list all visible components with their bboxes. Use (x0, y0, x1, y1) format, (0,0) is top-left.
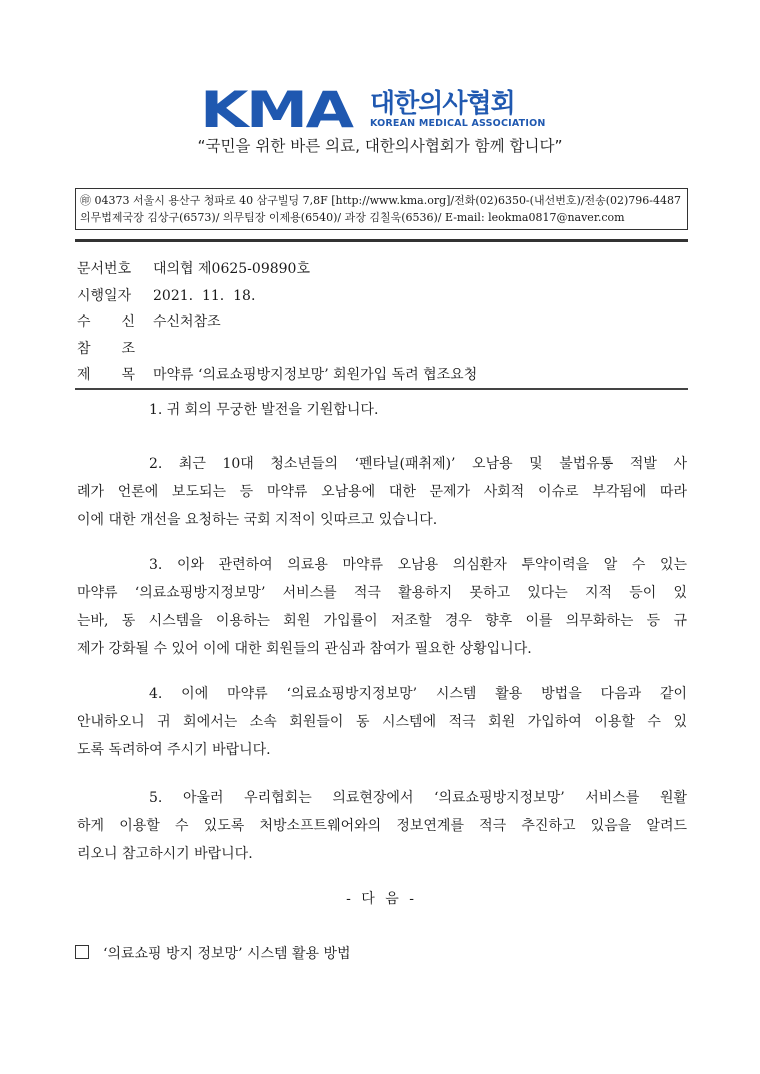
reference-label-char-1: 참 (77, 340, 91, 357)
paragraph-3-line-2: 마약류 ‘의료쇼핑방지정보망’ 서비스를 적극 활용하지 못하고 있다는 지적 등이 있 (77, 585, 687, 601)
header-divider (75, 239, 688, 242)
paragraph-3-line-4: 제가 강화될 수 있어 이에 대한 회원들의 관심과 참여가 필요한 상황입니다. (77, 641, 532, 657)
paragraph-1 (77, 396, 687, 424)
kma-logo-mark: KMA (200, 81, 352, 139)
list-item-text: ‘의료쇼핑 방지 정보망’ 시스템 활용 방법 (103, 946, 351, 962)
paragraph-5-line-2: 하게 이용할 수 있도록 처방소프트웨어와의 정보연계를 적극 추진하고 있음을 알려드 (77, 818, 687, 834)
subject-label-char-1: 제 (77, 367, 91, 383)
subject-value: 마약류 ‘의료쇼핑방지정보망’ 회원가입 독려 협조요청 (153, 367, 478, 383)
paragraph-5 (77, 784, 687, 868)
following-heading: - 다 음 - (346, 891, 414, 907)
doc-number-label: 문서번호 (77, 261, 132, 277)
paragraph-3 (77, 551, 687, 663)
paragraph-2 (77, 450, 687, 534)
checkbox-square-icon (75, 945, 89, 959)
date-value: 2021. 11. 18. (153, 287, 256, 304)
meta-row-date (77, 283, 687, 310)
contact-line-address: ㊞ 04373 서울시 용산구 청파로 40 삼구빌딩 7,8F [http://www.kma.org]/전화(02)6350-(내선번호)/전송(02)796-4487 (80, 194, 681, 207)
doc-number-value: 대의협 제0625-09890호 (153, 261, 310, 277)
kma-logo (200, 81, 546, 139)
paragraph-4-line-1: 4. 이에 마약류 ‘의료쇼핑방지정보망’ 시스템 활용 방법을 다음과 같이 (149, 686, 687, 702)
meta-row-reference (77, 336, 687, 363)
meta-row-doc-number (77, 256, 687, 283)
subject-label-char-2: 목 (121, 367, 135, 383)
list-item (75, 943, 351, 963)
subject-label (77, 362, 135, 389)
paragraph-4-line-3: 도록 독려하여 주시기 바랍니다. (77, 742, 271, 758)
date-label: 시행일자 (77, 287, 132, 304)
paragraph-4-line-2: 안내하오니 귀 회에서는 소속 회원들이 동 시스템에 적극 회원 가입하여 이용할 수 있 (77, 714, 687, 730)
paragraph-3-line-1: 3. 이와 관련하여 의료용 마약류 오남용 의심환자 투약이력을 알 수 있는 (149, 557, 687, 573)
paragraph-5-line-3: 리오니 참고하시기 바랍니다. (77, 846, 253, 862)
meta-divider (75, 388, 688, 390)
paragraph-5-line-1: 5. 아울러 우리협회는 의료현장에서 ‘의료쇼핑방지정보망’ 서비스를 원활 (149, 790, 687, 806)
paragraph-1-line-1: 1. 귀 회의 무궁한 발전을 기원합니다. (149, 402, 379, 418)
paragraph-2-line-2: 례가 언론에 보도되는 등 마약류 오남용에 대한 문제가 사회적 이슈로 부각됨에 따라 (77, 484, 687, 500)
slogan: “국민을 위한 바른 의료, 대한의사협회가 함께 합니다” (197, 137, 563, 155)
recipient-value: 수신처참조 (153, 314, 221, 330)
reference-label (77, 336, 135, 363)
paragraph-2-line-3: 이에 대한 개선을 요청하는 국회 지적이 잇따르고 있습니다. (77, 512, 438, 528)
recipient-label-char-1: 수 (77, 314, 91, 330)
paragraph-2-line-1: 2. 최근 10대 청소년들의 ‘펜타닐(패취제)’ 오남용 및 불법유통 적발 사 (149, 456, 687, 472)
contact-line-staff: 의무법제국장 김상구(6573)/ 의무팀장 이제용(6540)/ 과장 김칠욱(6536)/ E-mail: leokma0817@naver.com (80, 211, 625, 224)
reference-label-char-2: 조 (121, 340, 135, 357)
org-name-english: KOREAN MEDICAL ASSOCIATION (370, 118, 546, 129)
letterhead (0, 82, 760, 192)
document-meta (77, 256, 687, 389)
paragraph-4 (77, 680, 687, 764)
recipient-label (77, 309, 135, 336)
contact-box (75, 188, 688, 230)
meta-row-recipient (77, 309, 687, 336)
paragraph-3-line-3: 는바, 동 시스템을 이용하는 회원 가입률이 저조할 경우 향후 이를 의무화하는 등 규 (77, 613, 687, 629)
org-name-korean: 대한의사협회 (370, 89, 515, 119)
meta-row-subject (77, 362, 687, 389)
recipient-label-char-2: 신 (121, 314, 135, 330)
